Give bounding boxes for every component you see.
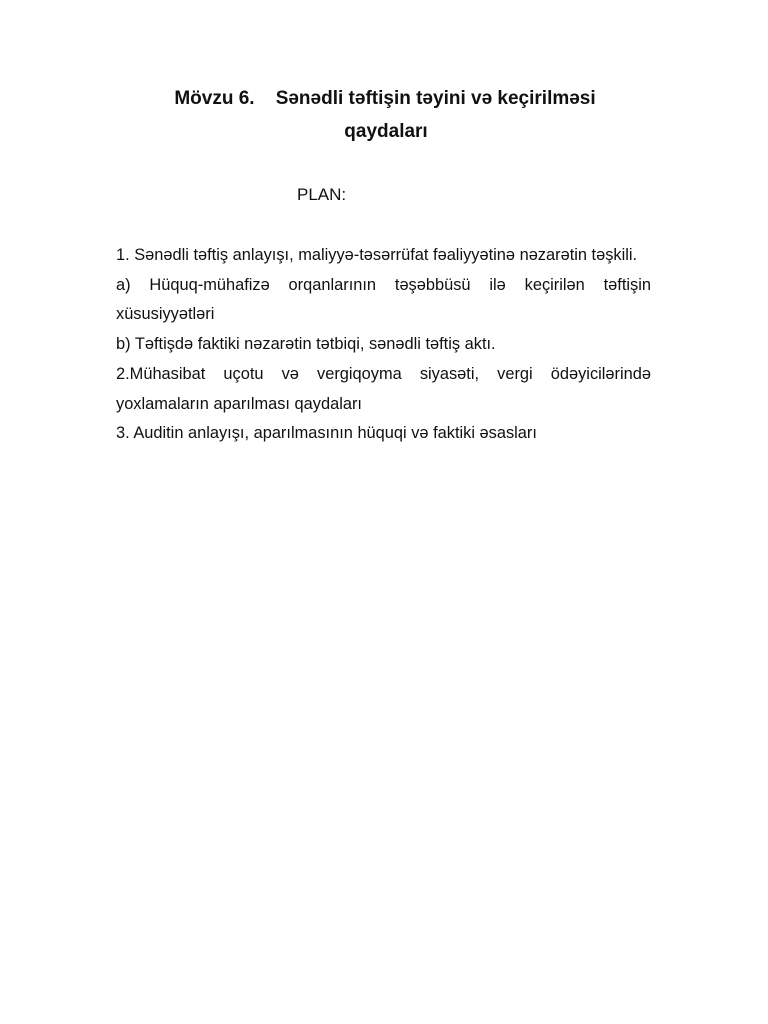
plan-list [116,241,651,449]
plan-item-1: 1. Sənədli təftiş anlayışı, maliyyə-təsərrüfat fəaliyyətinə nəzarətin təşkili. [116,246,638,264]
plan-item-1b: b) Təftişdə faktiki nəzarətin tətbiqi, sənədli təftiş aktı. [116,335,496,354]
plan-item-2: 2.Mühasibat uçotu və vergiqoyma siyasəti, vergi ödəyicilərində yoxlamaların aparılması qaydaları [116,364,651,413]
document-title-line-2: qaydaları [344,121,428,142]
plan-item-1a: a) Hüquq-mühafizə orqanlarının təşəbbüsü ilə keçirilən təftişin xüsusiyyətləri [116,275,651,324]
document-title-line-1: Mövzu 6. Sənədli təftişin təyini və keçirilməsi [174,88,596,109]
plan-item-3: 3. Auditin anlayışı, aparılmasının hüquqi və faktiki əsasları [116,424,537,443]
plan-heading: PLAN: [297,185,347,204]
